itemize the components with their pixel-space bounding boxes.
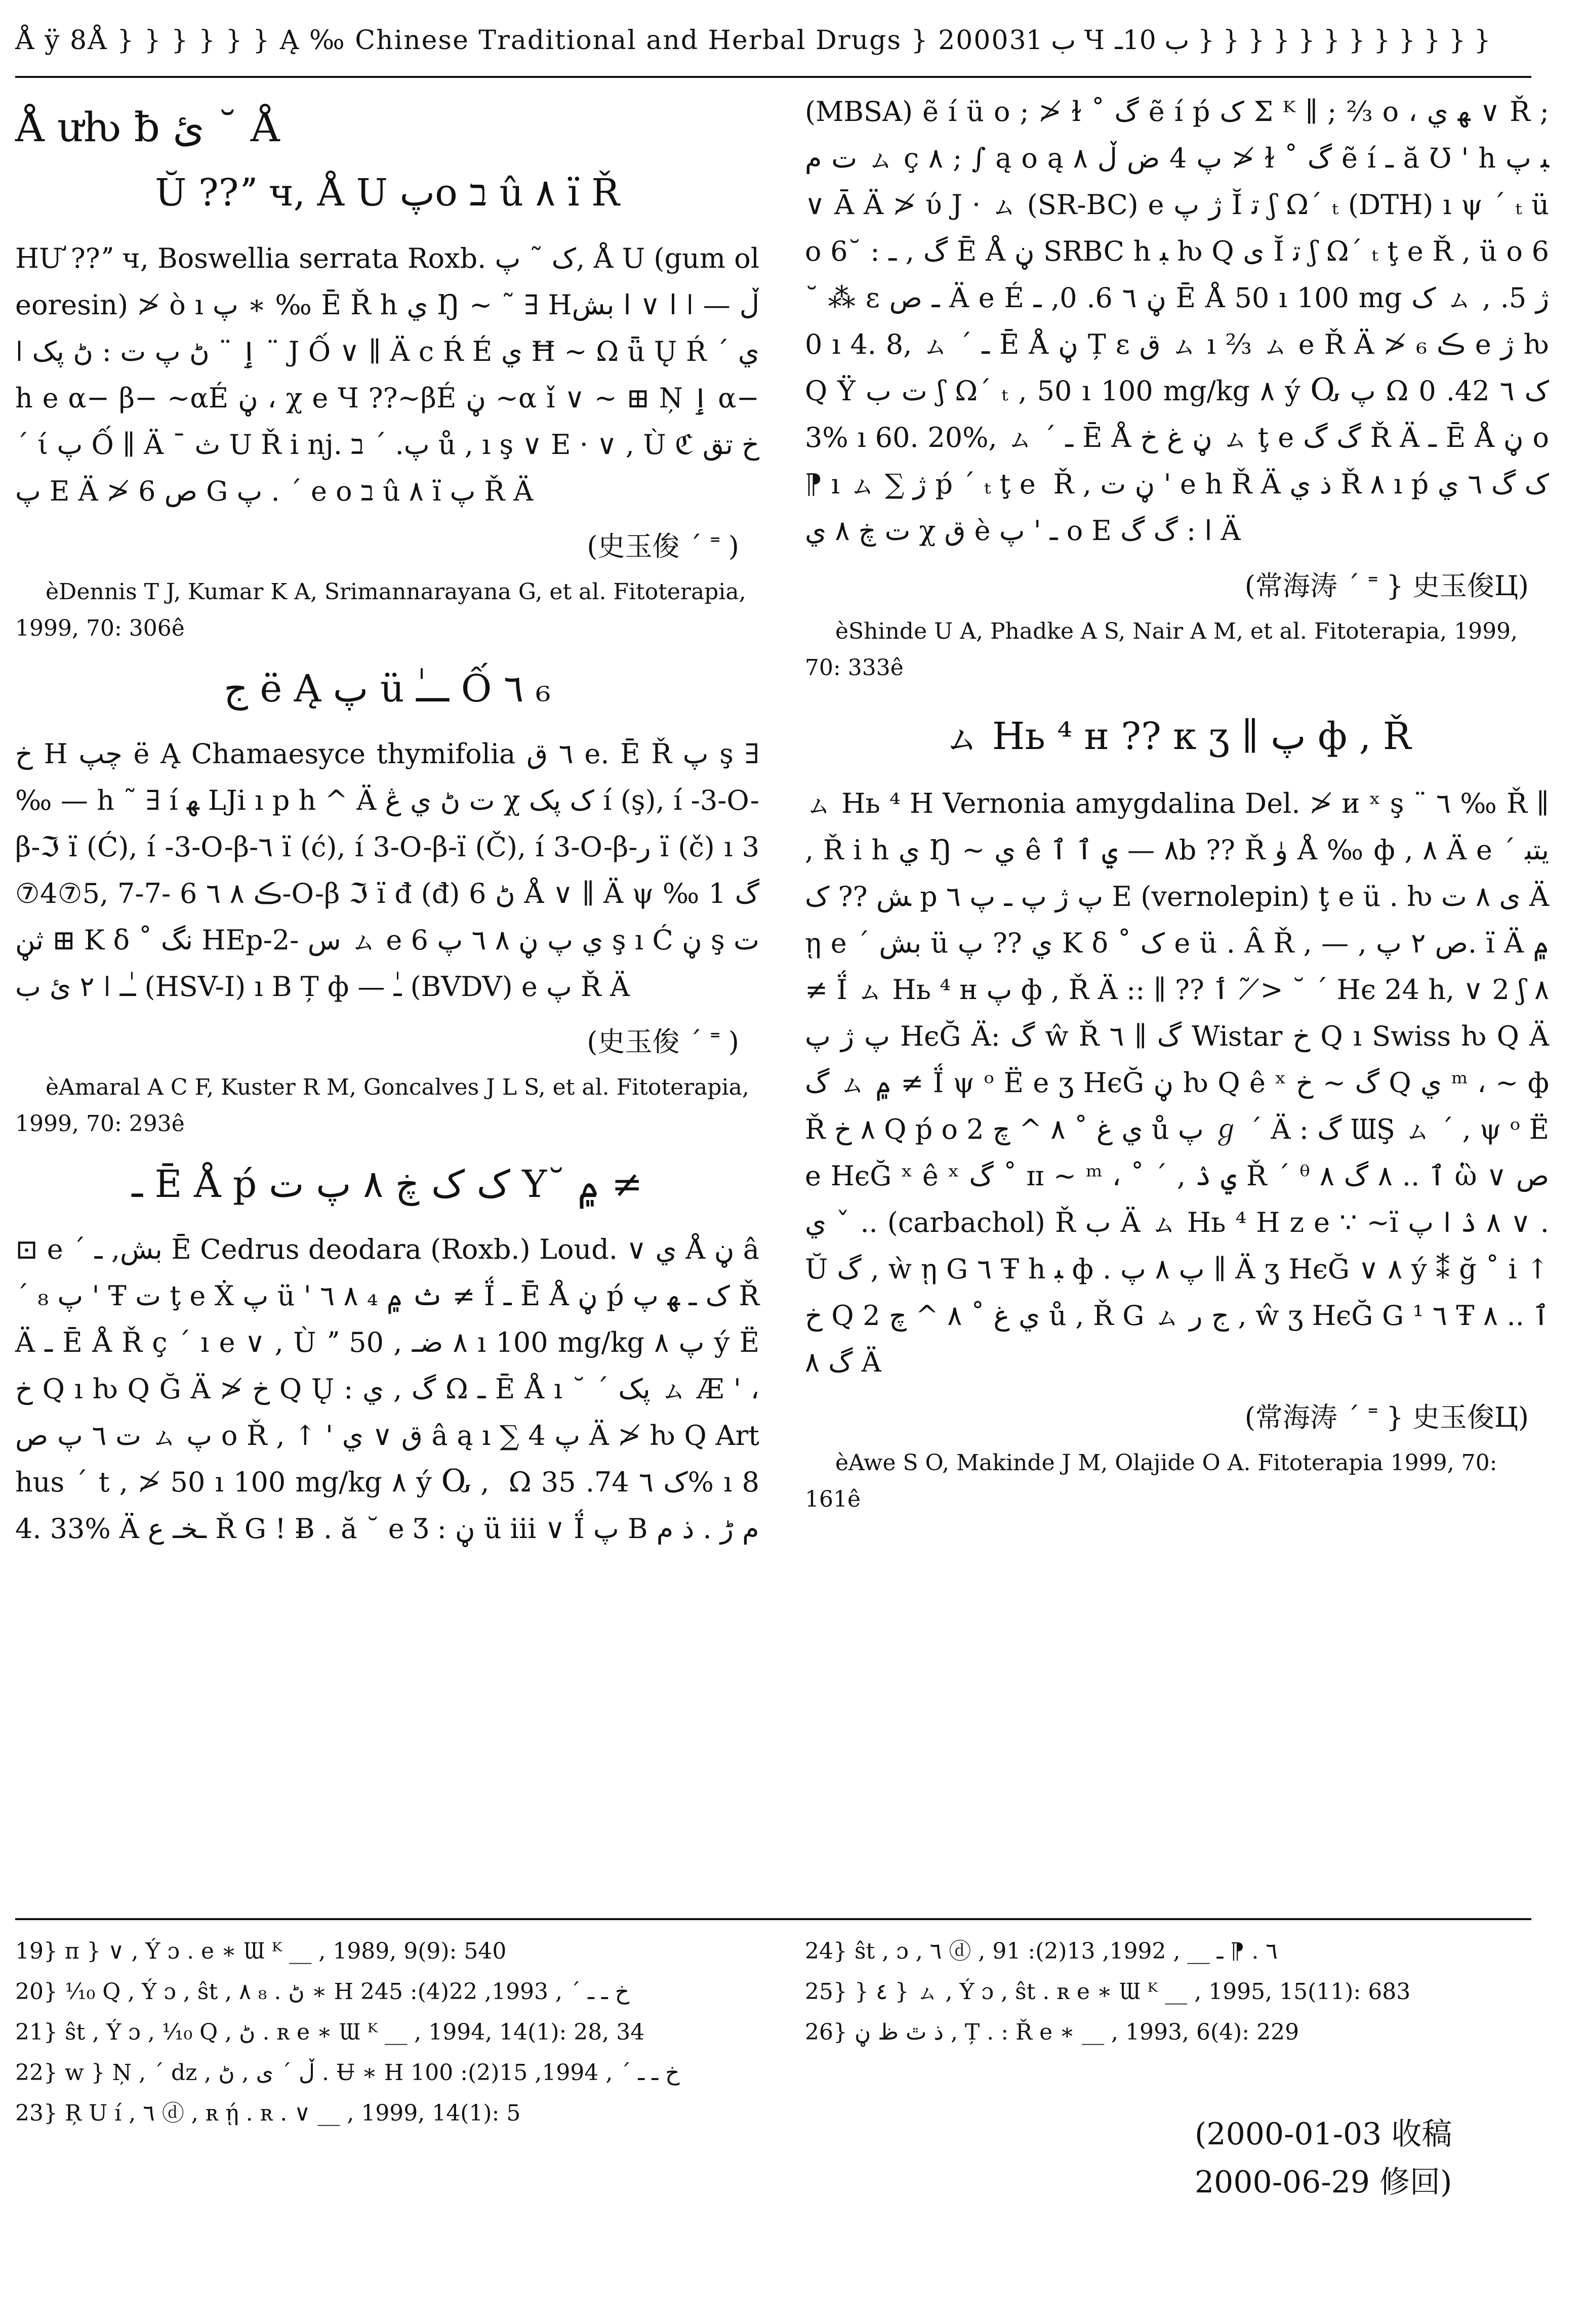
- article-title: ج ë Ą پ ü ـــٰ Ố ٦ ₆: [224, 667, 551, 711]
- reference-item: 26} ﺫ ٿ ظ ڼ , Ț . : Ř e ∗ __ , 1993, 6(4): 229: [805, 2019, 1299, 2045]
- header-rule: [15, 76, 1531, 78]
- article-reference: èDennis T J, Kumar K A, Srimannarayana G, et al. Fitoterapia, 1999, 70: 306ê: [15, 579, 746, 641]
- section-title: Å ưƕ ƀ ئ ˘ Å: [15, 104, 280, 151]
- article-body: خ H چپ ë Ą Chamaesyce thymifolia ٦ ق e. Ē Ř پ ş ∃ ‰ — h ˜ ∃ í ﻬ LJi ı p h ^ Ä ت ڻ ي ڠ χ ک پک í (ş), í -3-O-β-ℑ ï (Ć), í -3-O-β-٦ ï (ć), í 3-O-β-ï (Č), í 3-O-β-ر ï (č) ı 3⑦4⑦5, 7-ڪ ٨ ٦ 6 -7-O-β ℑ ï đ (đ) ڻ 6 Å ∨ ∥ Ä ψ ‰ 1 گ ثڼ ⊞ K δ ˚ نگ HEp-2- س ㇺ e 6 ي پ ڼ ٨ ٦ پ ş ı Ć ڼ ş ت ٢ ئ ب ǀ ـٰـ (HSV-I) ı B Ț ф — ـٰ (BVDV) e پ Ř Ä: [15, 738, 760, 1003]
- reference-item: 24} ŝt , ɔ , ٦ ⓓ , ٦ . ⁋ ـ __ , 1992, 13(2): 91: [805, 1938, 1278, 1964]
- article-author: (史玉俊 ´ ˭ ): [587, 1026, 739, 1058]
- article-body: ⊡ e ´ بش, ـ Ē Cedrus deodara (Roxb.) Loud. ∨ ي Å ڼ â ´ ₈ پ ' Ŧ ت ţ e Ẋ پ ü ' ٨ ٦ ₄ ث ۾ ≠ Ḯ ـ Ē Å ڼ ṕ ک ـ ﻬ پ Ř Ä ـ Ē Å Ř ҫ ´ ı e ∨ , Ù ˮ ٨ ضـ , 50 ı 100 mg/kg پ ٨ ý Ë خ Q ı ƕ Q Ğ Ä ≯ خ Q Ų : گ , ي Ω ـ Ē Å ı ˘ ´ پک ㇺ Æ ' ، ت ٦ پ ص ㇺ پ o Ř , ↑ ' ق ∨ ي â ą ı ∑ 4 پ Ä ≯ ƕ Q Arthus ˊ t , ≯ 50 ı 100 mg/kg ٨ ý Ⴍ , ‍ Ω ک ٦ 74. 35% ı 84. 33% Ä ـخـ ع Ř G ! Ƀ . ă ˘ e Ʒ : ڼ ü iii ∨ Ḯ پ B م ڑ . ذ ﻡ: [15, 1233, 760, 1545]
- received-dates: [1195, 2110, 1452, 2207]
- received-date: (2000-01-03 收稿: [1195, 2116, 1452, 2152]
- reference-item: 21} ŝt , Ý ɔ , ⅒ Q , ڻ . ʀ e ∗ Ɯ ᴷ __ , 1994, 14(1): 28, 34: [15, 2019, 645, 2045]
- article-2: [15, 667, 759, 1142]
- article-author: (史玉俊 ´ ˭ ): [587, 530, 739, 562]
- reference-item: 19} п } ∨ , Ý ɔ . e ∗ Ɯ ᴷ __ , 1989, 9(9): 540: [15, 1938, 507, 1964]
- reference-item: 20} ⅒ Q , Ý ɔ , ŝt , ڻ . ₈ ٨ ∗ H خ ـ ـ ´ , 1993, 22(4): 245: [15, 1979, 630, 2005]
- article-4: [805, 707, 1549, 1518]
- article-title: ㇺ Hь ⁴ н ?? к ʒ ∥ پ ф , Ř: [943, 715, 1411, 758]
- reference-list-right: [805, 1933, 1549, 2055]
- revised-date: 2000-06-29 修回): [1195, 2165, 1452, 2200]
- references-rule: [15, 1918, 1531, 1920]
- article-3: [15, 1163, 759, 1552]
- article-title: Ŭ ??ˮ ч, Å U پo ב û ٨ ï Ř: [155, 171, 620, 215]
- article-author: (常海涛 ´ ˭ } 史玉俊Ц): [1244, 570, 1529, 602]
- right-column: [805, 89, 1549, 1538]
- reference-list-left: [15, 1933, 759, 2136]
- article-body: HƯ ??ˮ ч, Boswellia serrata Roxb. ک ˜ پ, Å U (gum oleoresin) ≯ ò ı پ ∗ ‰ Ē Ř h ي Ŋ ~ ˜ ∃ Hا ∨ ا بش ǀ — ڵ ǀ ٳ ¨ ڻ پ ت : ڻ پک ¨ J Ố ∨ ∥ Ä c Ŕ É ي Ħ ~ Ω ǖ Ų Ŕ ´ ي h e α− β− ~αÉ ڼ ، χ e Ч ??~βÉ ڼ ~α ǐ ∨ ~ ⊞ Ņ ٳ α− ΄ ί پ Ố ∥ Ä ¯ ث U Ř i nj. پ. ΄ ב ů , ı ş ∨ E · ∨ , Ù ℭ خ تق پ E Ä ≯ 6 ص G پ . ´ e o ב û ٨ ï پ Ř Ä: [15, 242, 760, 507]
- reference-item: 22} w } Ņ , ´ dz , ڵ ´ ی , ڻ . Ʉ ∗ H خ ـ ـ ´ , 1994, 15(2): 100: [15, 2060, 680, 2086]
- article-3-continued: [805, 89, 1549, 686]
- reference-item: 23} Ŗ U í , ٦ ⓓ , ʀ ῄ . ʀ . ∨ __ , 1999, 14(1): 5: [15, 2100, 521, 2126]
- article-title: ـ Ē Å ṕ ک ک ڿ ٨ پ ت Y˘ ۾ ≠: [132, 1163, 643, 1206]
- article-author: (常海涛 ´ ˭ } 史玉俊Ц): [1244, 1401, 1529, 1433]
- running-header: Å ÿ 8Å } } } } } } Ą ‰ Chinese Traditional and Herbal Drugs } 2000ب 31 Ɥ ب 10ـ } } } } } } } } } } } }: [15, 25, 1491, 56]
- left-column: [15, 89, 759, 1552]
- article-reference: èAmaral A C F, Kuster R M, Goncalves J L S, et al. Fitoterapia, 1999, 70: 293ê: [15, 1074, 749, 1137]
- article-body: (MBSA) ẽ í ü o ; ≯ ɫ ˚ گ ẽ í ṕ ک Σ ᴷ ∥ ; ⅔ o ، ﻬ ي ∨ Ř ; ت م ㇺ ç ٨ ; ∫ ą o ą پ 4 ض ڵ ٨ ≯ ɫ ˚ گ ẽ í ـ ă Ʊ ' h ﺒ پ ∨ Ā Ä ≯ ύ J · ㇺ (SR-BC) e ژ پ Ĭ ﺗ ʃ Ω´ ₜ (DTH) ı ψ ´ ₜ ü o 6˘ : گ , ـ Ē Å ڼ SRBC h ﺒ ƕ Q ی Ĭ ﺗ ʃ Ω´ ₜ ţ e Ř , ü o 6˘ ⁂ ε ـ ص Ä e É ڼ ٦ 6. 0, ـ Ē Å 50 ı 100 mg ک ㇺ , ژ 5. 0 ı 4. 8, ㇺ ´ ـ Ē Å ڼ Ț ε ق ㇺ ı ⅔ ㇺ e Ř Ä ≯ ڪ ₆ e ژ ƕ Q Ÿ ت ب ʃ Ω´ ₜ , 50 ı 100 mg/kg ٨ ý Ⴍ پ Ω ک ٦ 42. 03% ı 60. 20%, ㇺ ´ ـ Ē Å ڼ غ خ ㇺ ţ e گ گ Ř Ä ـ Ē Å ڼ o ⁋ ı ㇺ ∑ ژ ṕ ´ ₜ ţ e ‍ Ř , ڼ ت ' e h Ř Ä ذ ي Ř ٨ ı ṕ ک گ ٦ ي ت ڿ ٨ ي χ ق è ـ ' پ o E ﺍ : گ گ Ä: [805, 96, 1550, 547]
- reference-item: 25} } ٤ } ㇺ , Ý ɔ , ŝt . ʀ e ∗ Ɯ ᴷ __ , 1995, 15(11): 683: [805, 1979, 1411, 2005]
- article-reference: èShinde U A, Phadke A S, Nair A M, et al. Fitoterapia, 1999, 70: 333ê: [805, 618, 1518, 681]
- article-1: [15, 171, 759, 647]
- article-reference: èAwe S O, Makinde J M, Olajide O A. Fitoterapia 1999, 70: 161ê: [805, 1450, 1497, 1512]
- article-body: ㇺ Hь ⁴ H Vernonia amygdalina Del. ≯ и ˣ ş ¨ ٦ ‰ Ř ∥ , Ř i h ي Ŋ ~ ي ê ٨ — ي ٱ ٱb ?? Ř ۈ Å ‰ ф , ٨ Ä e ´ يتبش ?? ک p پ ژ پ ـ پ ٦ E (vernolepin) ţ e ü . ƕ ی ٨ ت Ä ῃ e ´ بش ü ي ?? پ K δ ˚ ک e ü . Â Ř , — , ص ٢ پ. ï Ä ۾ ≠ Ḯ ㇺ Hь ⁴ н پ ф , Ř Ä :: ∥ ?? ٲ ˜ ≯ ˘ ΄ Hϵ 24 h, ∨ 2 ʃ ٨ پ ژ پ HϵĞ Ä: گ ŵ Ř گ ∥ ٦ Wistar خ Q ı Swiss ƕ Q Ä گ ㇺ ۾ ≠ Ḯ ψ ᵒ Ë e ʒ HϵĞ ڼ ƕ Q ê ˣ گ ~ خ Q ي ᵐ ، ~ ф Ř ٨ خ Q ṕ o ي غ ˚ ٨ ^ ﭺ 2 ů پ ℊ ´ Ä : گ ƜŞ ㇺ ´ , ψ ᵒ Ë e HϵĞ ˣ ê ˣ گ ˚ ɪɪ ~ ᵐ ، ˚ ´ , ي ۮ Ř ´ ᶿ ٱ .. ٨ گ ٨ ὣ ∨ ص ˇ ي .. (carbachol) Ř ب Ä ㇺ Hь ⁴ H z e ∵ ~ï ٨ ۮ ߊ پ ∨ . Ŭ گ , ẁ ῃ G ٦ Ŧ h ﺒ ф . پ ٨ پ ∥ Ä ʒ HϵĞ ∨ ٨ ý ⁑ ğ ˚ i ↑ خ Q ي غ ˚ ٨ ^ ﭺ 2 ů , Ř G ㇺ ج ر , ŵ ʒ HϵĞ G ¹ ٦ Ŧ ٱ .. ٨ گ ٨ Ä: [805, 787, 1550, 1378]
